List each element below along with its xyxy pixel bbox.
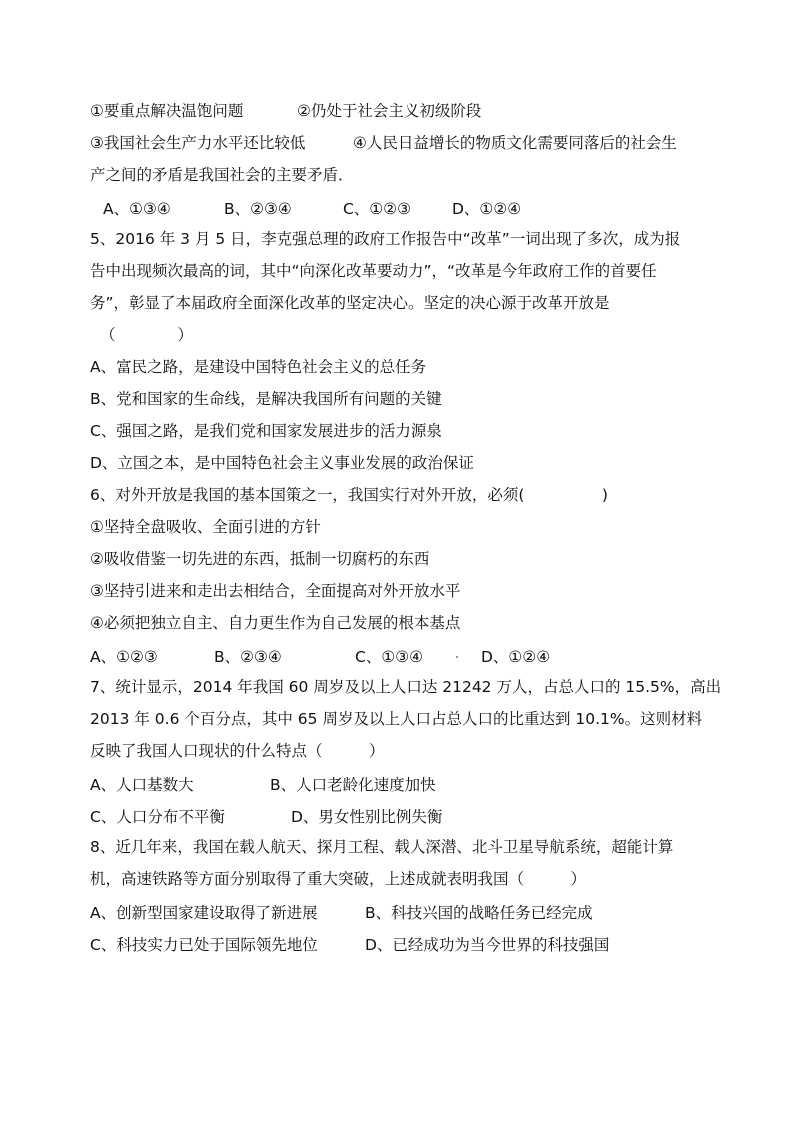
q7-question-line-3: 反映了我国人口现状的什么特点（ ） xyxy=(90,742,385,760)
q7-question-line-2: 2013 年 0.6 个百分点，其中 65 周岁及以上人口占总人口的比重达到 10.1%。这则材料 xyxy=(90,710,703,728)
q6-option-b: B、②③④ xyxy=(214,648,282,666)
q5-option-c: C、强国之路，是我们党和国家发展进步的活力源泉 xyxy=(90,422,442,440)
q5-question-line-1: 5、2016 年 3 月 5 日，李克强总理的政府工作报告中“改革”一词出现了多次，成为报 xyxy=(90,230,681,248)
q6-option-c: C、①③④ xyxy=(355,648,424,666)
q8-question-line-2: 机，高速铁路等方面分别取得了重大突破，上述成就表明我国（ ） xyxy=(90,870,587,888)
q5-option-b: B、党和国家的生命线，是解决我国所有问题的关键 xyxy=(90,390,442,408)
q6-statement-3: ③坚持引进来和走出去相结合，全面提高对外开放水平 xyxy=(90,582,461,600)
stray-dot xyxy=(456,656,458,658)
q6-statement-4: ④必须把独立自主、自力更生作为自己发展的根本基点 xyxy=(90,614,461,632)
q6-statement-2: ②吸收借鉴一切先进的东西，抵制一切腐朽的东西 xyxy=(90,550,430,568)
q4-option-c: C、①②③ xyxy=(343,200,412,218)
q5-question-line-2: 告中出现频次最高的词，其中“向深化改革要动力”，“改革是今年政府工作的首要任 xyxy=(90,262,657,280)
q7-option-d: D、男女性别比例失衡 xyxy=(291,808,443,826)
q6-option-d: D、①②④ xyxy=(481,648,551,666)
q4-option-d: D、①②④ xyxy=(452,200,522,218)
q6-statement-1: ①坚持全盘吸收、全面引进的方针 xyxy=(90,518,321,536)
q8-option-a: A、创新型国家建设取得了新进展 xyxy=(90,904,318,922)
q8-question-line-1: 8、近几年来，我国在载人航天、探月工程、载人深潜、北斗卫星导航系统，超能计算 xyxy=(90,838,674,856)
q4-statement-2: ②仍处于社会主义初级阶段 xyxy=(297,102,482,120)
q5-answer-blank: （ ） xyxy=(100,326,194,344)
q6-question: 6、对外开放是我国的基本国策之一，我国实行对外开放，必须( ) xyxy=(90,486,608,504)
q6-option-a: A、①②③ xyxy=(90,648,158,666)
q7-option-a: A、人口基数大 xyxy=(90,776,194,794)
q5-question-line-3: 务”，彰显了本届政府全面深化改革的坚定决心。坚定的决心源于改革开放是 xyxy=(90,294,610,312)
q4-statement-4: ④人民日益增长的物质文化需要同落后的社会生 xyxy=(353,134,677,152)
q7-question-line-1: 7、统计显示，2014 年我国 60 周岁及以上人口达 21242 万人，占总人口的 15.5%，高出 xyxy=(90,678,722,696)
q8-option-c: C、科技实力已处于国际领先地位 xyxy=(90,936,318,954)
q7-option-b: B、人口老龄化速度加快 xyxy=(270,776,436,794)
q8-option-d: D、已经成功为当今世界的科技强国 xyxy=(365,936,610,954)
q5-option-a: A、富民之路，是建设中国特色社会主义的总任务 xyxy=(90,358,427,376)
q4-statement-4-cont: 产之间的矛盾是我国社会的主要矛盾． xyxy=(90,166,354,184)
q4-option-a: A、①③④ xyxy=(103,200,171,218)
q4-statement-3: ③我国社会生产力水平还比较低 xyxy=(90,134,306,152)
q5-option-d: D、立国之本，是中国特色社会主义事业发展的政治保证 xyxy=(90,454,474,472)
q4-option-b: B、②③④ xyxy=(224,200,292,218)
q7-option-c: C、人口分布不平衡 xyxy=(90,808,225,826)
q8-option-b: B、科技兴国的战略任务已经完成 xyxy=(365,904,593,922)
q4-statement-1: ①要重点解决温饱问题 xyxy=(90,102,244,120)
